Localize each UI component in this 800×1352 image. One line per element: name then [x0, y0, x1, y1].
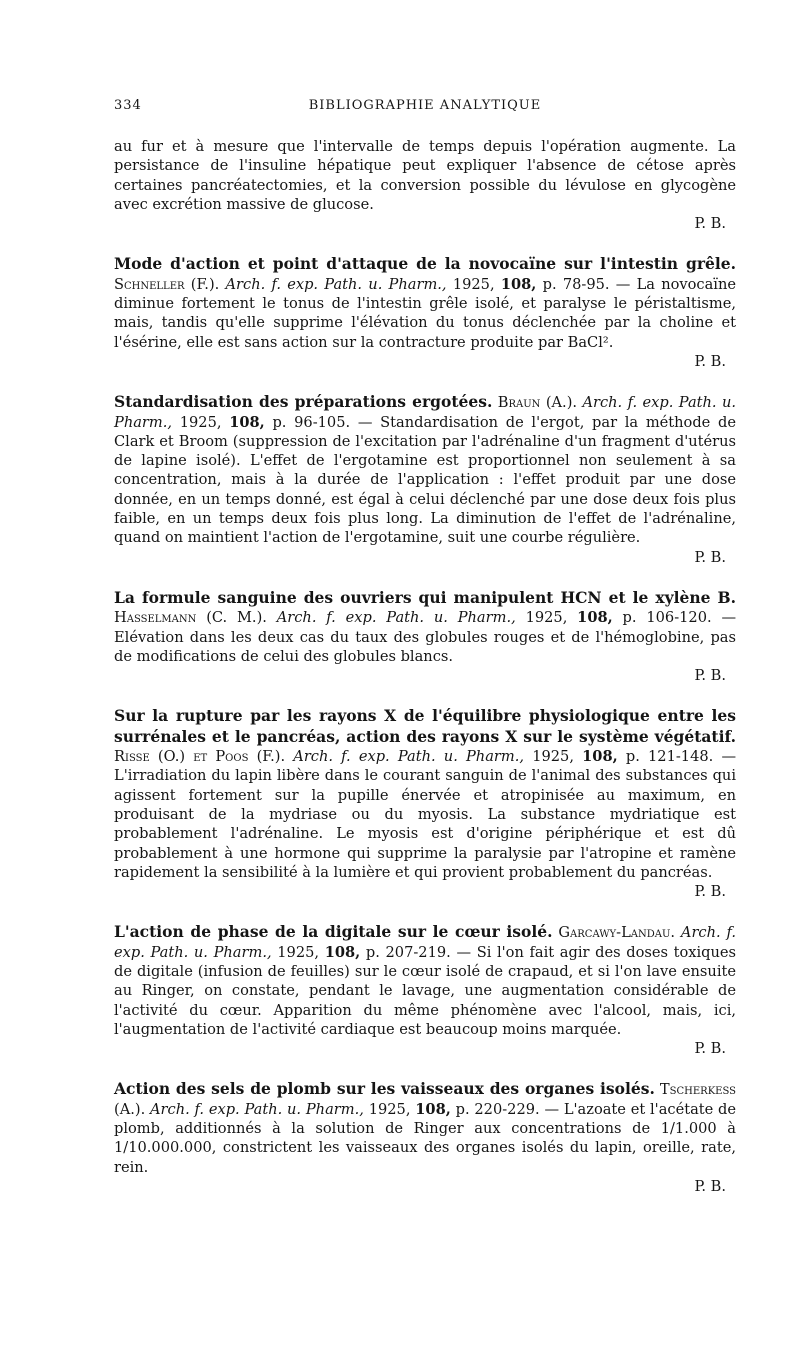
running-title: BIBLIOGRAPHIE ANALYTIQUE	[308, 98, 542, 113]
entry-journal: Arch. f. exp. Path. u. Pharm.,	[114, 394, 737, 431]
bibliography-entry	[114, 254, 736, 371]
entry-title: Sur la rupture par les rayons X de l'équilibre physiologique entre les surrénales et le pancréas, action des rayons X sur le système végétatif.	[114, 706, 736, 746]
page-number: 334	[114, 98, 142, 113]
entry-abstract: — L'irradiation du lapin libère dans le courant sanguin de l'animal des substances qui agissent fortement sur la pupille énervée et atropinisée au maximum, en produisant de la mydriase ou du myosis. La substance mydriatique est probablement l'adrénaline. Le myosis est d'origine périphérique et est dû probablement à une hormone qui supprime la paralysie par l'atropine et ramène rapidement la sensibilité à la lumière et qui provient probablement du pancréas.	[114, 748, 737, 881]
entry-abstract: — L'azoate et l'acétate de plomb, additionnés à la solution de Ringer aux concentrations de 1/1.000 à 1/10.000.000, constrictent les vaisseaux des organes isolés du lapin, oreille, rate, rein.	[114, 1100, 737, 1176]
entry-year: 1925,	[525, 609, 568, 627]
entry-abstract: — La novocaïne diminue fortement le tonus de l'intestin grêle isolé, et paralyse le péristaltisme, mais, tandis qu'elle supprime l'élévation du tonus déclenchée par la choline et l'ésérine, elle est sans action sur la contracture produite par BaCl².	[114, 275, 737, 351]
entry-signature: P. B.	[694, 1177, 726, 1195]
entry-volume: 108,	[229, 413, 265, 431]
entry-title: Action des sels de plomb sur les vaisseaux des organes isolés.	[114, 1079, 655, 1099]
bibliography-entry	[114, 706, 736, 901]
entry-volume: 108,	[500, 275, 537, 293]
bibliography-entry	[114, 588, 736, 685]
entry-year: 1925,	[452, 275, 495, 293]
entry-volume: 108,	[582, 748, 618, 766]
entry-journal: Arch. f. exp. Path. u. Pharm.,	[114, 924, 737, 961]
entry-signature: P. B.	[694, 352, 726, 370]
entry-journal: Arch. f. exp. Path. u. Pharm.,	[150, 1100, 364, 1118]
bibliography-entry	[114, 392, 736, 567]
entry-signature: P. B.	[694, 1040, 726, 1058]
entry-signature: P. B.	[694, 548, 726, 566]
entry-year: 1925,	[277, 943, 320, 961]
entry-volume: 108,	[415, 1100, 451, 1118]
entry-abstract: — Elévation dans les deux cas du taux des globules rouges et de l'hémoglobine, pas de modifications de celui des globules blancs.	[114, 609, 737, 665]
entry-volume: 108,	[324, 943, 361, 961]
entry-title: Standardisation des préparations ergotées.	[114, 392, 493, 412]
entry-authors: Braun (A.).	[497, 394, 578, 412]
continued-abstract-text: au fur et à mesure que l'intervalle de temps depuis l'opération augmente. La persistance de l'insuline hépatique peut expliquer l'absence de cétose après certaines pancréatectomies, et la conversion possible du lévulose en glycogène avec excrétion massive de glucose.	[114, 138, 736, 213]
bibliography-entry	[114, 1079, 736, 1196]
continued-abstract-signature: P. B.	[694, 215, 726, 233]
entry-abstract: — Si l'on fait agir des doses toxiques de digitale (infusion de feuilles) sur le cœur isolé de crapaud, et si l'on lave ensuite au Ringer, on constate, pendant le lavage, une augmentation considérable de l'activité du cœur. Apparition du même phénomène avec l'alcool, mais, ici, l'augmentation de l'activité cardiaque est beaucoup moins marquée.	[114, 943, 737, 1038]
entry-volume: 108,	[577, 609, 613, 627]
entry-year: 1925,	[368, 1100, 411, 1118]
entry-pages: p. 220-229.	[455, 1100, 540, 1118]
entry-authors: Risse (O.) et Poos (F.).	[114, 748, 286, 766]
entry-title: La formule sanguine des ouvriers qui manipulent HCN et le xylène B.	[114, 587, 736, 607]
entry-authors: Hasselmann (C. M.).	[114, 609, 267, 627]
journal-page	[114, 98, 736, 1196]
bibliography-entry	[114, 922, 736, 1058]
entry-year: 1925,	[179, 413, 222, 431]
entry-journal: Arch. f. exp. Path. u. Pharm.,	[276, 609, 516, 627]
entry-title: Mode d'action et point d'attaque de la novocaïne sur l'intestin grêle.	[114, 254, 736, 274]
entry-title: L'action de phase de la digitale sur le cœur isolé.	[114, 922, 553, 942]
entry-journal: Arch. f. exp. Path. u. Pharm.,	[293, 748, 525, 766]
entry-authors: Tscherkess (A.).	[114, 1081, 736, 1118]
entry-signature: P. B.	[694, 883, 726, 901]
entry-pages: p. 106-120.	[622, 609, 712, 627]
entry-pages: p. 78-95.	[542, 275, 610, 293]
entry-abstract: — Standardisation de l'ergot, par la méthode de Clark et Broom (suppression de l'excitation par l'adrénaline d'un fragment d'utérus de lapine isolé). L'effet de l'ergotamine est proportionnel non seulement à sa concentration, mais à la durée de l'application : l'effet produit par une dose donnée, en un temps donné, est égal à celui déclenché par une dose deux fois plus faible, en un temps deux fois plus long. La diminution de l'effet de l'adrénaline, quand on maintient l'action de l'ergotamine, suit une courbe régulière.	[114, 413, 736, 547]
entry-pages: p. 207-219.	[365, 943, 451, 961]
entry-pages: p. 96-105.	[272, 413, 351, 431]
entry-signature: P. B.	[694, 667, 726, 685]
entry-authors: Garcawy-Landau.	[558, 924, 676, 942]
entry-authors: Schneller (F.).	[114, 275, 220, 293]
page-header	[114, 98, 736, 122]
continued-abstract	[114, 137, 736, 233]
entry-year: 1925,	[532, 748, 574, 766]
entry-pages: p. 121-148.	[625, 748, 714, 766]
entry-journal: Arch. f. exp. Path. u. Pharm.,	[225, 275, 447, 293]
